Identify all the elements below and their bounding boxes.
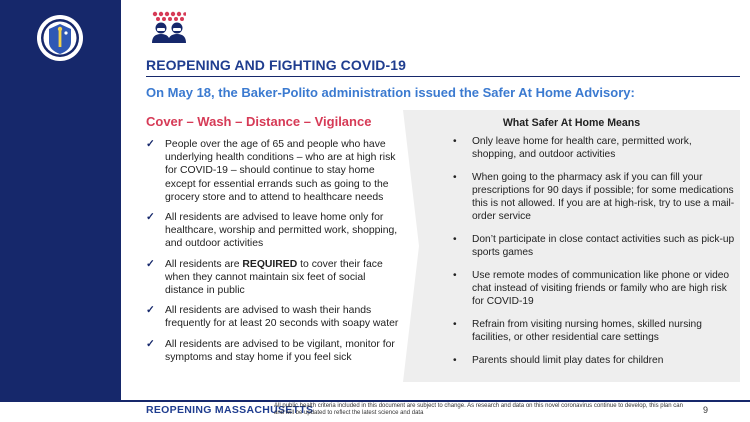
list-item: • Refrain from visiting nursing homes, skilled nursing facilities, or other residential care settings bbox=[453, 319, 702, 343]
footer-divider bbox=[0, 400, 750, 402]
bullet-icon: • bbox=[453, 136, 457, 147]
page-title: REOPENING AND FIGHTING COVID-19 bbox=[146, 57, 407, 73]
safer-at-home-list bbox=[453, 135, 735, 377]
footer-brand: REOPENING MASSACHUSETTS bbox=[146, 404, 314, 416]
people-icon bbox=[152, 11, 186, 43]
bullet-icon: • bbox=[453, 355, 457, 366]
sidebar-band bbox=[0, 0, 121, 400]
bullet-icon: • bbox=[453, 270, 457, 281]
state-seal-icon bbox=[36, 14, 84, 62]
checkmark-icon: ✓ bbox=[146, 258, 155, 270]
title-divider bbox=[146, 76, 740, 77]
checkmark-icon: ✓ bbox=[146, 212, 155, 224]
list-item: • Don’t participate in close contact activities such as pick-up sports games bbox=[453, 234, 735, 258]
list-item: • Use remote modes of communication like phone or video chat instead of visiting friends or family who are high risk for COVID-19 bbox=[453, 270, 730, 307]
advisory-list bbox=[146, 138, 404, 371]
emphasis-required: REQUIRED bbox=[242, 258, 298, 270]
list-item: ✓ People over the age of 65 and people who have underlying health conditions – who are at high risk for COVID-19 – should continue to stay home except for essential errands such as going to the grocery store and to attend to healthcare needs bbox=[146, 139, 396, 203]
list-item: ✓ All residents are advised to leave home only for healthcare, worship and permitted work, shopping, and outdoor activities bbox=[146, 212, 398, 250]
bullet-icon: • bbox=[453, 319, 457, 330]
list-item: ✓ All residents are advised to be vigilant, monitor for symptoms and stay home if you feel sick bbox=[146, 338, 395, 363]
tagline: Cover – Wash – Distance – Vigilance bbox=[146, 114, 372, 129]
list-item: • Only leave home for health care, permitted work, shopping, and outdoor activities bbox=[453, 136, 692, 160]
bullet-icon: • bbox=[453, 172, 457, 183]
list-item: • Parents should limit play dates for children bbox=[453, 355, 664, 366]
bullet-icon: • bbox=[453, 234, 457, 245]
list-item: ✓ All residents are advised to wash their hands frequently for at least 20 seconds with soapy water bbox=[146, 305, 399, 330]
checkmark-icon: ✓ bbox=[146, 305, 155, 317]
checkmark-icon: ✓ bbox=[146, 338, 155, 350]
panel-title: What Safer At Home Means bbox=[502, 117, 641, 129]
checkmark-icon: ✓ bbox=[146, 139, 155, 150]
list-item: • When going to the pharmacy ask if you can fill your prescriptions for 90 days if possible; for some medications this is not allowed. If you are at high-risk, try to use a mail-order service bbox=[453, 172, 735, 222]
page-number: 9 bbox=[703, 405, 709, 415]
advisory-subtitle: On May 18, the Baker-Polito administration issued the Safer At Home Advisory: bbox=[146, 85, 635, 100]
footer-disclaimer: All public health criteria included in this document are subject to change. As research and data on this novel coronavirus continue to develop, this plan can and will be updated to reflect the latest science and data bbox=[274, 403, 683, 417]
list-item: ✓ All residents are REQUIRED to cover their face when they cannot maintain six feet of social distance in public bbox=[146, 258, 383, 297]
